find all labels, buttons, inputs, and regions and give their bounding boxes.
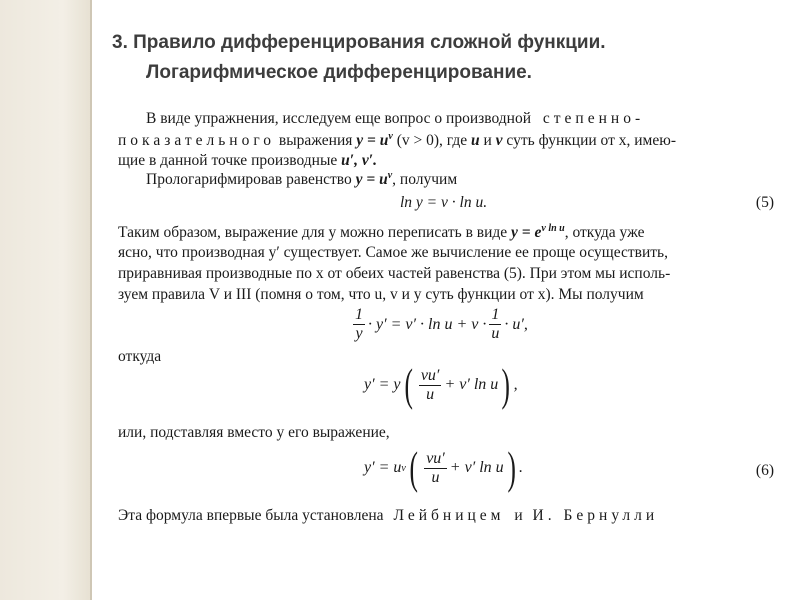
text-fragment: И. Бернулли xyxy=(532,507,659,524)
text-fragment: показательного xyxy=(118,132,276,150)
math-fragment: v xyxy=(401,462,406,474)
fraction-denominator: u xyxy=(431,468,440,486)
decorative-sidebar xyxy=(0,0,90,600)
fraction-denominator: y xyxy=(355,325,363,342)
fraction xyxy=(424,450,447,487)
title-line-2: Логарифмическое дифференцирование. xyxy=(146,62,532,83)
text-fragment: , получим xyxy=(392,171,458,189)
title-line-1: 3. Правило дифференцирования сложной функции. xyxy=(112,32,606,53)
math-fragment: y′ = y xyxy=(364,376,401,393)
text-line: ясно, что производная y′ существует. Самое же вычисление ее проще осуществить, xyxy=(118,244,668,261)
text-line: или, подставляя вместо y его выражение, xyxy=(118,424,390,441)
math-fragment: y = u xyxy=(355,171,388,189)
math-fragment: · u′, xyxy=(504,315,528,333)
text-line: откуда xyxy=(118,348,162,365)
text-fragment: , откуда уже xyxy=(564,224,645,242)
fraction-numerator: vu′ xyxy=(420,366,440,384)
text-line xyxy=(118,223,644,242)
text-fragment: Прологарифмировав равенство xyxy=(146,171,352,189)
math-fragment: , xyxy=(513,376,518,393)
equation-result xyxy=(364,359,518,410)
fraction-numerator: vu′ xyxy=(426,449,445,467)
math-fragment: + v′ ln u xyxy=(444,376,499,393)
text-line: зуем правила V и III (помня о том, что u, v и y суть функции от x). Мы получим xyxy=(118,286,644,303)
equation-number: (5) xyxy=(755,194,774,211)
text-fragment: и xyxy=(514,507,523,524)
right-paren: ) xyxy=(501,359,511,410)
equation-6 xyxy=(364,442,523,493)
text-fragment: и xyxy=(483,132,492,150)
math-fragment: y = u xyxy=(356,132,389,150)
math-fragment: . xyxy=(518,459,523,476)
equation-number: (6) xyxy=(755,462,774,479)
text-fragment: выражения xyxy=(278,132,353,150)
fraction-denominator: u xyxy=(426,385,435,403)
fraction xyxy=(353,306,365,343)
math-fragment: y′ = u xyxy=(364,459,402,476)
text-fragment: Таким образом, выражение для y можно переписать в виде xyxy=(118,224,508,242)
text-fragment: Лейбницем xyxy=(393,507,505,524)
math-fragment: · y′ = v′ · ln u + v · xyxy=(368,315,487,333)
text-fragment: Эта формула впервые была установлена xyxy=(118,507,384,524)
fraction-numerator: 1 xyxy=(491,306,500,323)
equation-5: ln y = v · ln u. xyxy=(400,194,488,211)
text-fragment: (v > 0), где xyxy=(396,132,468,150)
left-paren: ( xyxy=(403,359,413,410)
fraction-numerator: 1 xyxy=(355,306,363,323)
equation-derivative xyxy=(350,306,528,343)
math-fragment: u xyxy=(470,132,480,150)
text-line xyxy=(146,170,457,189)
text-fragment: суть функции от x, имею- xyxy=(506,132,676,150)
fraction xyxy=(419,367,442,404)
math-fragment: v ln u xyxy=(541,223,565,234)
text-line xyxy=(146,110,644,128)
left-paren: ( xyxy=(409,442,418,493)
math-fragment: v xyxy=(388,131,393,142)
slide-title xyxy=(112,28,782,88)
sidebar-divider xyxy=(90,0,92,600)
text-line xyxy=(118,131,676,150)
text-fragment: В виде упражнения, исследуем еще вопрос о производной xyxy=(146,110,532,127)
math-fragment: v xyxy=(387,170,393,181)
text-fragment: щие в данной точке производные xyxy=(118,152,338,169)
fraction xyxy=(489,306,501,343)
math-fragment: u′, v′. xyxy=(341,152,377,169)
text-fragment: степенно- xyxy=(542,110,645,127)
math-fragment: y = e xyxy=(511,224,542,242)
text-line xyxy=(118,507,658,525)
math-fragment: v xyxy=(495,132,503,150)
text-line: приравнивая производные по x от обеих частей равенства (5). При этом мы исполь- xyxy=(118,265,671,282)
fraction-denominator: u xyxy=(491,325,500,342)
right-paren: ) xyxy=(507,442,516,493)
text-line xyxy=(118,152,377,170)
math-fragment: + v′ ln u xyxy=(449,459,504,476)
